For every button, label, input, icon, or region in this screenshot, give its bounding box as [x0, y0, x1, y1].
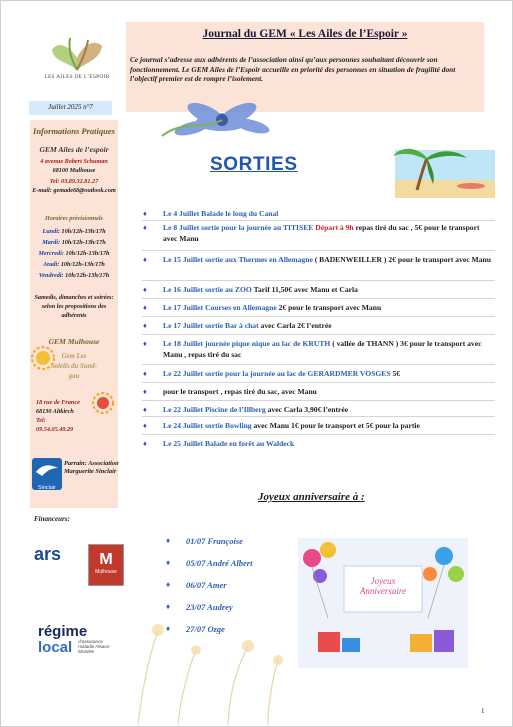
birthday-card-image — [298, 538, 468, 668]
sortie-text: 2€ pour le transport avec Manu — [276, 303, 382, 312]
sortie-item — [163, 302, 493, 313]
sortie-item — [163, 254, 493, 265]
sortie-text: ( BADENWEILLER ) 2€ pour le transport avec Manu — [312, 255, 491, 264]
birthday-item: 01/07 Françoise — [186, 536, 243, 546]
gem-soleils-1: Gem Les — [61, 353, 87, 360]
sortie-text: avec Carla 3,90€ l’entrée — [265, 405, 349, 414]
sortie-text: Le 24 Juillet sortie Bowling — [163, 421, 252, 430]
sortie-text: Le 17 Juillet sortie Bar à chat — [163, 321, 259, 330]
hours-row: Mercredi: 10h/12h-13h/17h — [38, 250, 110, 257]
sortie-item — [163, 284, 493, 295]
bullet-icon: ♦ — [143, 209, 147, 218]
blue-flower-decoration — [152, 100, 312, 142]
birthday-item: 23/07 Audrey — [186, 602, 233, 612]
sinclair-label: Sinclair — [37, 485, 57, 491]
bullet-icon: ♦ — [143, 421, 147, 430]
divider — [142, 298, 495, 299]
page-number: 1 — [481, 707, 485, 715]
bullet-icon: ♦ — [143, 387, 147, 396]
address-line-1: 4 avenue Robert Schuman — [40, 158, 108, 165]
altkirch-tel-label: Tel: — [36, 417, 46, 424]
mulhouse-logo — [88, 544, 124, 586]
sortie-text: Le 25 Juillet Balade en forêt au Waldeck — [163, 439, 295, 448]
birthday-item: 27/07 Ozge — [186, 624, 225, 634]
journal-title: Journal du GEM « Les Ailes de l’Espoir » — [202, 28, 408, 40]
sortie-item — [163, 438, 493, 449]
hours-title: Horaires prévisionnels — [45, 215, 103, 222]
divider — [142, 280, 495, 281]
balloons-icon — [298, 538, 468, 668]
logo-caption: LES AILES DE L’ESPOIR — [44, 74, 110, 80]
email: E-mail: gemade68@outlook.com — [32, 187, 116, 194]
divider — [142, 334, 495, 335]
divider — [142, 416, 495, 417]
bullet-icon: ♦ — [143, 285, 147, 294]
divider — [142, 434, 495, 435]
ars-text: ars — [34, 544, 62, 564]
bullet-icon: ♦ — [166, 624, 171, 633]
sortie-item — [163, 386, 493, 397]
bullet-icon: ♦ — [166, 558, 171, 567]
sortie-text: avec Carla 2€ l’entrée — [258, 321, 332, 330]
sortie-text: 5€ — [390, 369, 401, 378]
bullet-icon: ♦ — [143, 439, 147, 448]
card-text-line-2: Anniversaire — [359, 586, 407, 596]
divider — [142, 316, 495, 317]
card-text-line-1: Joyeux — [370, 576, 396, 586]
ars-logo — [34, 544, 74, 570]
phone: Tel: 03.89.32.81.27 — [49, 178, 99, 185]
gem-mulhouse: GEM Mulhouse — [48, 337, 100, 346]
bird-icon — [32, 458, 62, 480]
info-title: Informations Pratiques — [33, 126, 115, 136]
weekend-note: Samedis, dimanches et soirées: selon les propositions des adhérents — [34, 294, 114, 319]
bullet-icon: ♦ — [143, 369, 147, 378]
sortie-text: Le 4 Juillet Balade le long du Canal — [163, 209, 279, 218]
sortie-item — [163, 222, 493, 244]
gem-soleils-2: Soleils du Sund- — [50, 363, 98, 370]
sortie-text: Le 15 Juillet sortie aux Thermes en Allemagne — [163, 255, 313, 264]
financeurs-label: Financeurs: — [34, 515, 70, 523]
gem-name: GEM Ailes de l’espoir — [39, 145, 109, 154]
divider — [142, 250, 495, 251]
sortie-text: Le 8 Juillet sortie pour la journée au TITISEE — [163, 223, 316, 232]
sinclair-logo — [32, 458, 62, 490]
sortie-item — [163, 368, 493, 379]
sortie-text: avec Manu 1€ pour le transport et 5€ pour la partie — [251, 421, 420, 430]
sortie-item — [163, 420, 493, 431]
bullet-icon: ♦ — [143, 321, 147, 330]
sortie-text: Le 22 Juillet Piscine de l’Illberg — [163, 405, 266, 414]
birthday-item: 05/07 André Albert — [186, 558, 253, 568]
sortie-text: Tarif 11,50€ avec Manu et Carla — [251, 285, 358, 294]
bullet-icon: ♦ — [166, 536, 171, 545]
sortie-text: Le 18 Juillet journée pique nique au lac de KRUTH — [163, 339, 331, 348]
sorties-title: SORTIES — [210, 154, 298, 175]
divider — [142, 220, 495, 221]
parrain-note: Parrain: Association Marguerite Sinclair — [64, 460, 119, 475]
floral-decoration — [118, 610, 298, 725]
card-text — [344, 576, 422, 596]
bullet-icon: ♦ — [143, 303, 147, 312]
hours-row: Jeudi: 10h/12h-13h/17h — [43, 261, 105, 268]
sortie-text: pour le transport , repas tiré du sac, avec Manu — [163, 387, 317, 396]
bullet-icon: ♦ — [143, 255, 147, 264]
sortie-item — [163, 338, 493, 360]
bullet-icon: ♦ — [166, 602, 171, 611]
hours-row: Lundi: 10h/12h-13h/17h — [42, 228, 106, 235]
journal-intro: Ce journal s’adresse aux adhérents de l’association ainsi qu’aux personnes souhaitant découvrir son fonctionnement. Le GEM Ailes de l’Espoir accueille en priorité des personnes en situation de fragilité dont l’objectif premier est de rompre l’isolement. — [130, 55, 456, 84]
sortie-text: repas tiré du sac , 5€ pour le transport avec Manu — [163, 223, 480, 243]
sortie-text: Le 16 Juillet sortie au ZOO — [163, 285, 252, 294]
bullet-icon: ♦ — [143, 223, 147, 232]
sortie-item — [163, 320, 493, 331]
divider — [142, 364, 495, 365]
gem-soleils-3: gau — [68, 373, 80, 380]
sortie-text: Le 17 Juillet Courses en Allemagne — [163, 303, 277, 312]
regime-text: régime — [38, 623, 88, 640]
altkirch-address-1: 18 rue de France — [36, 399, 80, 406]
sortie-text: Départ à 9h — [315, 223, 354, 232]
sortie-item — [163, 208, 493, 219]
altkirch-tel: 09.54.05.49.29 — [36, 426, 74, 433]
hours-row: Mardi: 10h/12h-13h/17h — [42, 239, 106, 246]
divider — [142, 400, 495, 401]
bullet-icon: ♦ — [143, 405, 147, 414]
address-line-2: 68100 Mulhouse — [52, 167, 96, 174]
issue-label: Juillet 2025 n°7 — [48, 103, 93, 111]
regime-subtext: d’assurance maladie Alsace-Moselle — [78, 639, 111, 654]
bullet-icon: ♦ — [143, 339, 147, 348]
mulhouse-m-icon: M — [99, 551, 113, 568]
local-text: local — [38, 639, 73, 656]
sortie-text: Le 22 Juillet sortie pour la journée au lac de GERARDMER VOSGES — [163, 369, 391, 378]
hours-row: Vendredi: 10h/12h-13h/17h — [38, 272, 110, 279]
mulhouse-label: Mulhouse — [95, 569, 117, 575]
divider — [142, 382, 495, 383]
sun-logo-icon — [31, 346, 55, 370]
birthday-title: Joyeux anniversaire à : — [258, 491, 365, 503]
bullet-icon: ♦ — [166, 580, 171, 589]
altkirch-address-2: 68130 Altkirch — [36, 408, 74, 415]
beach-palm-image — [387, 140, 499, 202]
birthday-item: 06/07 Amer — [186, 580, 227, 590]
sortie-item — [163, 404, 493, 415]
sortie-text: ( vallée de THANN ) 3€ pour le transport avec Manu , repas tiré du sac — [163, 339, 482, 359]
butterfly-logo-icon — [48, 32, 106, 74]
regime-local-logo — [38, 624, 122, 668]
